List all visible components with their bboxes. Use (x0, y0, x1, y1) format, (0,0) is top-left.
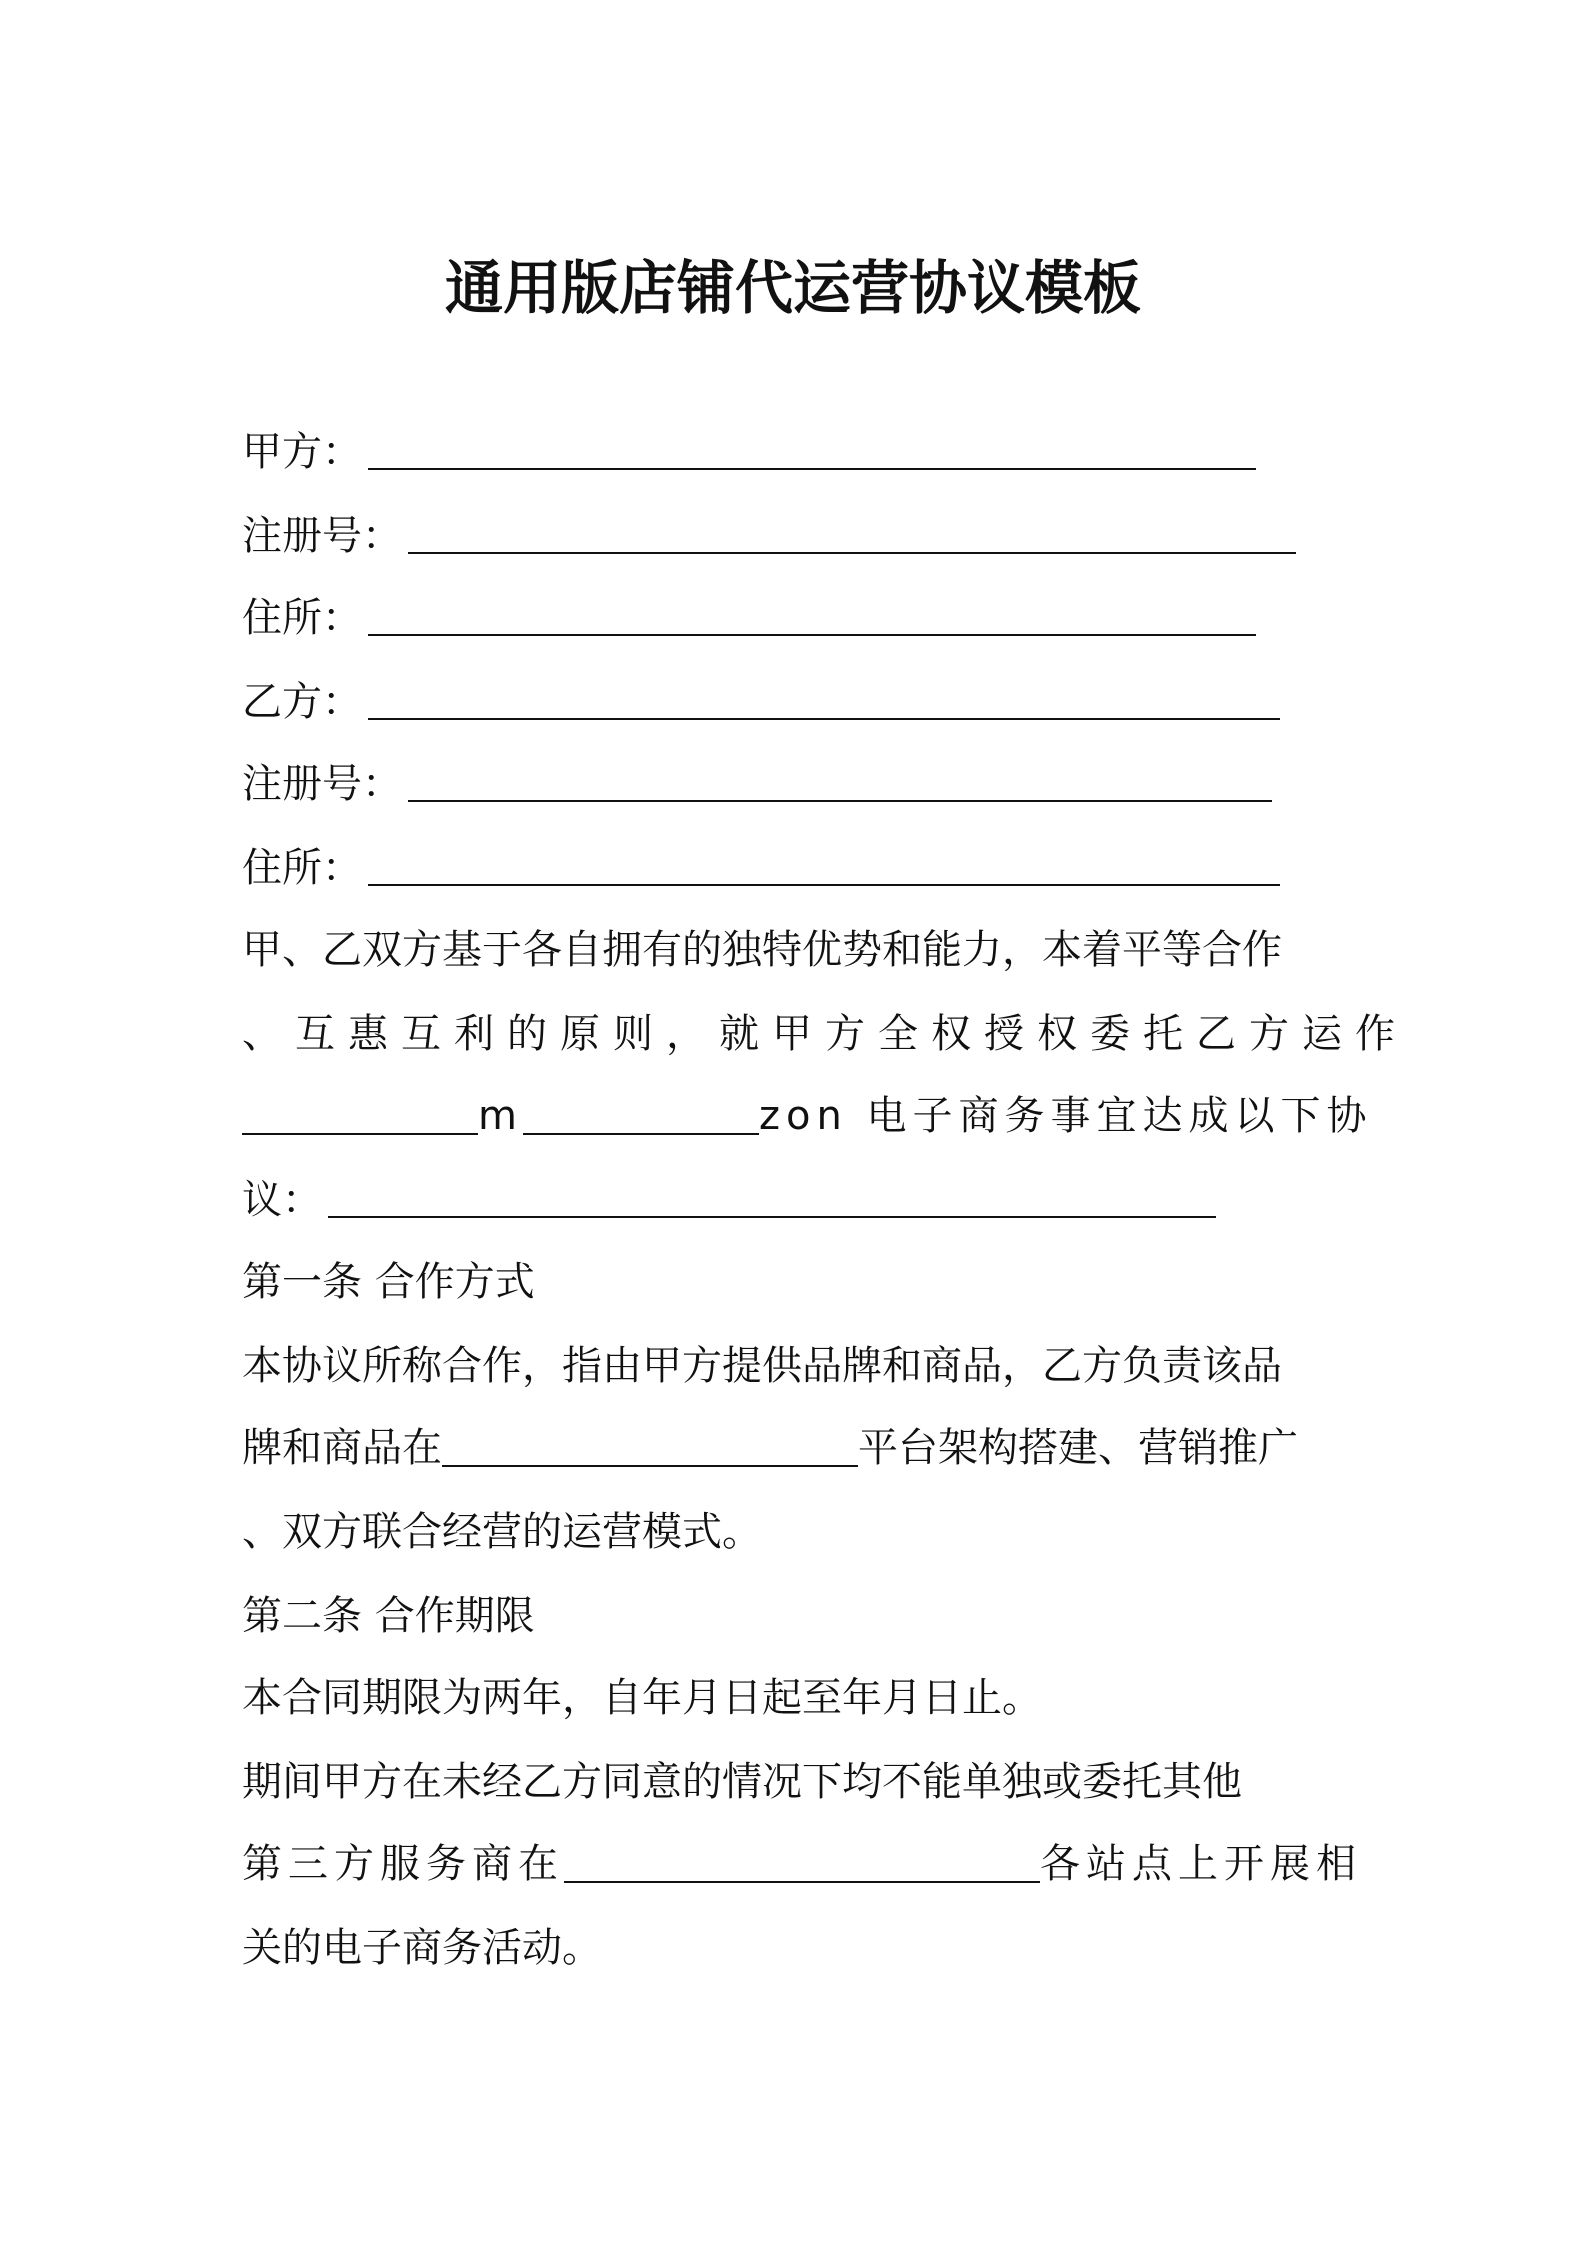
article-2-line-2: 期间甲方在未经乙方同意的情况下均不能单独或委托其他 (242, 1759, 1242, 1805)
document-title: 通用版店铺代运营协议模板 (444, 254, 1141, 322)
blank-after-m[interactable] (523, 1097, 759, 1135)
party-a-reg-field (242, 506, 1362, 566)
party-a-address-field (242, 588, 1362, 648)
party-a-reg-blank[interactable] (408, 552, 1296, 554)
article-1-line-2 (242, 1418, 1362, 1478)
article-2-line-3-start: 第三方服务商在 (242, 1841, 564, 1887)
platform-blank[interactable] (442, 1429, 858, 1467)
intro-line-3 (242, 1086, 1373, 1146)
intro-line-2: 、互惠互利的原则，就甲方全权授权委托乙方运作 (242, 1011, 1408, 1057)
intro-line-4 (242, 1170, 1362, 1230)
article-1-heading: 第一条 合作方式 (242, 1259, 535, 1305)
party-b-label: 乙方： (242, 679, 362, 725)
site-blank[interactable] (564, 1845, 1040, 1883)
article-2-heading: 第二条 合作期限 (242, 1593, 535, 1639)
party-b-reg-label: 注册号： (242, 761, 402, 807)
party-b-reg-field (242, 754, 1362, 814)
intro-m-text: m (478, 1093, 523, 1139)
party-a-label: 甲方： (242, 429, 362, 475)
article-1-line-3: 、双方联合经营的运营模式。 (242, 1509, 762, 1555)
article-2-line-3-end: 各站点上开展相 (1040, 1841, 1362, 1887)
article-2-line-1: 本合同期限为两年，自年月日起至年月日止。 (242, 1675, 1042, 1721)
party-b-address-field (242, 838, 1362, 898)
party-b-field (242, 672, 1362, 732)
article-2-line-3 (242, 1834, 1362, 1894)
article-1-line-2-start: 牌和商品在 (242, 1425, 442, 1471)
party-a-address-blank[interactable] (368, 634, 1256, 636)
party-a-blank[interactable] (368, 468, 1256, 470)
intro-line-1: 甲、乙双方基于各自拥有的独特优势和能力，本着平等合作 (242, 927, 1282, 973)
article-2-line-4: 关的电子商务活动。 (242, 1925, 602, 1971)
intro-line-4-label: 议： (242, 1177, 322, 1223)
party-b-reg-blank[interactable] (408, 800, 1272, 802)
party-a-field (242, 422, 1362, 482)
party-b-address-label: 住所： (242, 845, 362, 891)
article-1-line-2-end: 平台架构搭建、营销推广 (858, 1425, 1298, 1471)
party-a-reg-label: 注册号： (242, 513, 402, 559)
party-b-address-blank[interactable] (368, 884, 1280, 886)
party-b-blank[interactable] (368, 718, 1280, 720)
party-a-address-label: 住所： (242, 595, 362, 641)
intro-line-4-blank[interactable] (328, 1216, 1216, 1218)
intro-line-3-end: zon 电子商务事宜达成以下协 (758, 1093, 1373, 1139)
blank-before-m[interactable] (242, 1097, 478, 1135)
article-1-line-1: 本协议所称合作，指由甲方提供品牌和商品，乙方负责该品 (242, 1343, 1282, 1389)
